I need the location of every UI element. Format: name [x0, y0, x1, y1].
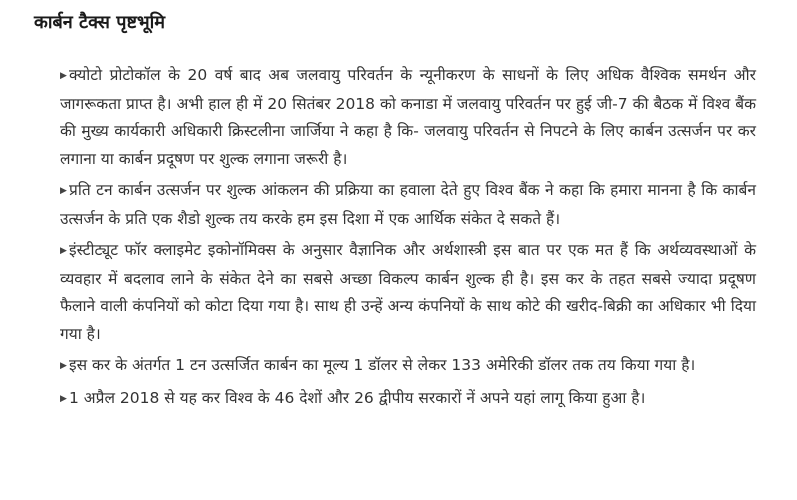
page-title: कार्बन टैक्स पृष्टभूमि	[34, 12, 166, 33]
list-item	[60, 62, 756, 173]
triangle-bullet-icon: ▶	[60, 246, 67, 256]
list-item	[60, 352, 756, 381]
triangle-bullet-icon: ▶	[60, 71, 67, 81]
list-item	[60, 177, 756, 233]
triangle-bullet-icon: ▶	[60, 361, 67, 371]
bullet-list	[60, 62, 756, 417]
triangle-bullet-icon: ▶	[60, 393, 67, 404]
list-item-text: 1 अप्रैल 2018 से यह कर विश्व के 46 देशों और 26 द्वीपीय सरकारों नें अपने यहां लागू किया हुआ है।	[69, 388, 646, 407]
list-item	[60, 385, 756, 414]
list-item-text: क्योटो प्रोटोकॉल के 20 वर्ष बाद अब जलवायु परिवर्तन के न्यूनीकरण के साधनों के लिए अधिक वैश्विक समर्थन और जागरूकता प्राप्त है। अभी हाल ही में 20 सितंबर 2018 को कनाडा में जलवायु परिवर्तन पर हुई जी-7 की बैठक में विश्व बैंक की मुख्य कार्यकारी अधिकारी क्रिस्टलीना जार्जिया ने कहा है कि- जलवायु परिवर्तन से निपटने के लिए कार्बन उत्सर्जन पर कर लगाना या कार्बन प्रदूषण पर शुल्क लगाना जरूरी है।	[60, 66, 756, 168]
triangle-bullet-icon: ▶	[60, 186, 67, 196]
list-item	[60, 237, 756, 348]
list-item-text: इस कर के अंतर्गत 1 टन उत्सर्जित कार्बन का मूल्य 1 डॉलर से लेकर 133 अमेरिकी डॉलर तक तय किया गया है।	[69, 356, 696, 374]
list-item-text: इंस्टीट्यूट फॉर क्लाइमेट इकोनॉमिक्स के अनुसार वैज्ञानिक और अर्थशास्त्री इस बात पर एक मत हैं कि अर्थव्यवस्थाओं के व्यवहार में बदलाव लाने के संकेत देने का सबसे अच्छा विकल्प कार्बन शुल्क ही है। इस कर के तहत सबसे ज्यादा प्रदूषण फैलाने वाली कंपनियों को कोटा दिया गया है। साथ ही उन्हें अन्य कंपनियों के साथ कोटे की खरीद-बिक्री का अधिकार भी दिया गया है।	[60, 241, 756, 343]
list-item-text: प्रति टन कार्बन उत्सर्जन पर शुल्क आंकलन की प्रक्रिया का हवाला देते हुए विश्व बैंक ने कहा कि हमारा मानना है कि कार्बन उत्सर्जन के प्रति एक शैडो शुल्क तय करके हम इस दिशा में एक आर्थिक संकेत दे सकते हैं।	[60, 181, 756, 228]
